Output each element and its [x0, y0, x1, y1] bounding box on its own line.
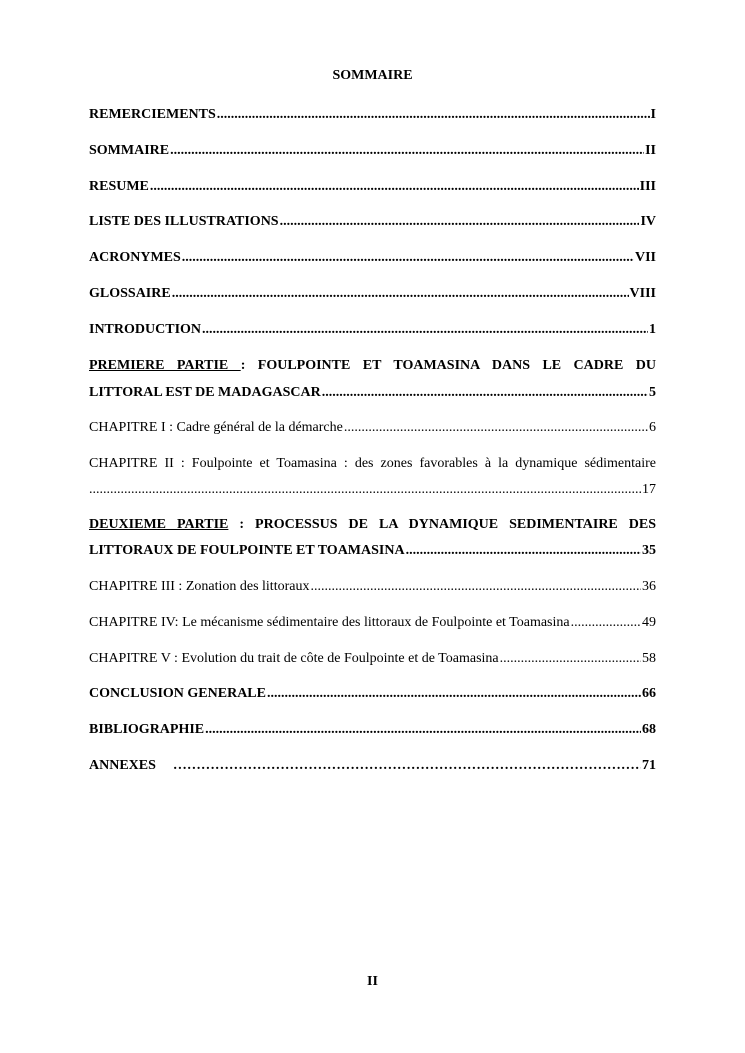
- toc-entry-label: CHAPITRE IV: Le mécanisme sédimentaire des littoraux de Foulpointe et Toamasina: [89, 615, 570, 630]
- dot-leader: [571, 614, 641, 632]
- part1-title-second: LITTORAL EST DE MADAGASCAR: [89, 385, 321, 400]
- toc-entry-bibliographie[interactable]: [89, 721, 656, 739]
- toc-entry-resume[interactable]: [89, 178, 656, 196]
- part1-title-first: : FOULPOINTE ET TOAMASINA DANS LE CADRE DU: [240, 358, 656, 373]
- toc-entry-page: II: [645, 143, 656, 158]
- toc-entry-page: 1: [649, 322, 656, 337]
- toc-entry-page: VII: [634, 250, 656, 265]
- toc-entry-label: LISTE DES ILLUSTRATIONS: [89, 214, 279, 229]
- part2-title-line1[interactable]: [89, 516, 656, 534]
- dot-leader: [205, 721, 641, 739]
- toc-entry-liste-illustrations[interactable]: [89, 213, 656, 231]
- toc-entry-label: CONCLUSION GENERALE: [89, 686, 266, 701]
- toc-entry-glossaire[interactable]: [89, 285, 656, 303]
- toc-entry-page: IV: [640, 214, 656, 229]
- dot-leader: [217, 106, 650, 124]
- toc-entry-conclusion[interactable]: [89, 685, 656, 703]
- toc-entry-page: 49: [642, 615, 656, 630]
- toc-entry-page: 36: [642, 579, 656, 594]
- toc-entry-label: CHAPITRE III : Zonation des littoraux: [89, 579, 310, 594]
- dot-leader: [406, 542, 641, 560]
- toc-entry-page: 6: [649, 420, 656, 435]
- toc-entry-page: 5: [649, 385, 656, 400]
- toc-entry-label: GLOSSAIRE: [89, 286, 171, 301]
- toc-entry-page: VIII: [629, 286, 656, 301]
- dot-leader: [344, 419, 648, 437]
- part2-title-second: LITTORAUX DE FOULPOINTE ET TOAMASINA: [89, 543, 405, 558]
- toc-entry-label: SOMMAIRE: [89, 143, 170, 158]
- dot-leader: [89, 481, 641, 499]
- toc-entry-introduction[interactable]: [89, 321, 656, 339]
- toc-entry-label: ACRONYMES: [89, 250, 181, 265]
- toc-chapter-4[interactable]: [89, 614, 656, 632]
- toc-entry-page: 68: [642, 722, 656, 737]
- toc-entry-page: 71: [642, 758, 656, 773]
- toc-entry-page: 58: [642, 651, 656, 666]
- dot-leader: [170, 142, 644, 160]
- toc-entry-acronymes[interactable]: [89, 249, 656, 267]
- toc-entry-label: CHAPITRE I : Cadre général de la démarche: [89, 420, 343, 435]
- toc-entry-label: ANNEXES: [89, 758, 156, 773]
- toc-entry-remerciements[interactable]: [89, 106, 656, 124]
- toc-entry-label: INTRODUCTION: [89, 322, 202, 337]
- toc-entry-label: CHAPITRE V : Evolution du trait de côte de Foulpointe et de Toamasina: [89, 651, 499, 666]
- toc-chapter-2-line2[interactable]: [89, 481, 656, 499]
- footer-page-number: II: [367, 974, 378, 989]
- dot-leader: [500, 650, 641, 668]
- toc-entry-page: I: [650, 107, 656, 122]
- dot-leader: [182, 249, 634, 267]
- part2-title-first: : PROCESSUS DE LA DYNAMIQUE SEDIMENTAIRE DES: [228, 517, 656, 532]
- dot-leader: [173, 757, 641, 775]
- dot-leader: [150, 178, 639, 196]
- dot-leader: [172, 285, 629, 303]
- part1-title-line1[interactable]: [89, 357, 656, 375]
- toc-entry-label: RESUME: [89, 179, 149, 194]
- toc-entry-sommaire[interactable]: [89, 142, 656, 160]
- toc-entry-page: 35: [642, 543, 656, 558]
- part1-heading: PREMIERE PARTIE: [89, 358, 241, 373]
- toc-entry-page: III: [639, 179, 656, 194]
- dot-leader: [310, 578, 641, 596]
- dot-leader: [202, 321, 648, 339]
- toc-entry-page: 17: [642, 482, 656, 497]
- toc-entry-label: REMERCIEMENTS: [89, 107, 216, 122]
- dot-leader: [280, 213, 640, 231]
- part2-heading: DEUXIEME PARTIE: [89, 517, 229, 532]
- toc-entry-label: BIBLIOGRAPHIE: [89, 722, 205, 737]
- dot-leader: [322, 384, 648, 402]
- toc-chapter-1[interactable]: [89, 419, 656, 437]
- toc-entry-page: 66: [642, 686, 656, 701]
- part1-title-line2[interactable]: [89, 384, 656, 402]
- toc-chapter-2-line1[interactable]: [89, 455, 656, 473]
- toc-chapter-5[interactable]: [89, 650, 656, 668]
- part2-title-line2[interactable]: [89, 542, 656, 560]
- toc-chapter-3[interactable]: [89, 578, 656, 596]
- dot-leader: [267, 685, 641, 703]
- page-title: SOMMAIRE: [332, 68, 413, 83]
- toc-entry-label: CHAPITRE II : Foulpointe et Toamasina : des zones favorables à la dynamique sédimentaire: [89, 456, 656, 471]
- toc-entry-annexes[interactable]: [89, 757, 656, 775]
